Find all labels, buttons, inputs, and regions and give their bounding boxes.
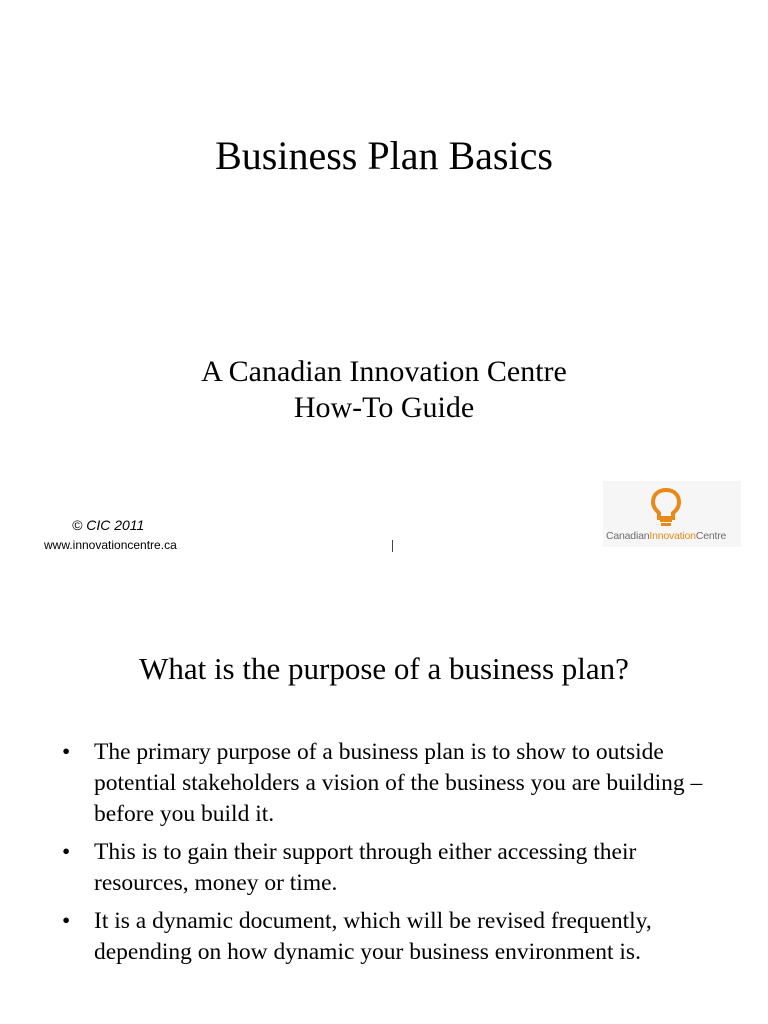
- slide-heading: What is the purpose of a business plan?: [139, 651, 629, 686]
- bullet-list: [62, 737, 722, 975]
- logo-text-centre: Centre: [695, 530, 727, 542]
- bullet-text: This is to gain their support through either accessing their resources, money or time.: [94, 839, 637, 896]
- lightbulb-head-icon: [649, 487, 683, 527]
- bullet-icon: •: [62, 739, 71, 765]
- slide-subtitle: [0, 354, 768, 426]
- bullet-icon: •: [62, 908, 71, 934]
- list-item: [62, 737, 722, 830]
- bullet-icon: •: [62, 839, 71, 865]
- bullet-text: It is a dynamic document, which will be revised frequently, depending on how dynamic your business environment is.: [94, 908, 652, 965]
- cic-logo: [603, 481, 741, 547]
- bullet-text: The primary purpose of a business plan is to show to outside potential stakeholders a vision of the business you are building – before you build it.: [94, 739, 703, 827]
- copyright-notice: © CIC 2011: [72, 517, 145, 533]
- list-item: [62, 837, 722, 899]
- list-item: [62, 906, 722, 968]
- page-marker: [392, 540, 393, 552]
- subtitle-line-1: A Canadian Innovation Centre: [201, 355, 567, 388]
- logo-text-canadian: Canadian: [606, 530, 650, 542]
- logo-text-innovation: Innovation: [649, 530, 696, 542]
- content-slide: [0, 578, 768, 1024]
- logo-wordmark: [606, 530, 738, 542]
- subtitle-line-2: How-To Guide: [293, 391, 475, 424]
- website-url: www.innovationcentre.ca: [44, 538, 177, 552]
- slide-title: Business Plan Basics: [215, 133, 553, 178]
